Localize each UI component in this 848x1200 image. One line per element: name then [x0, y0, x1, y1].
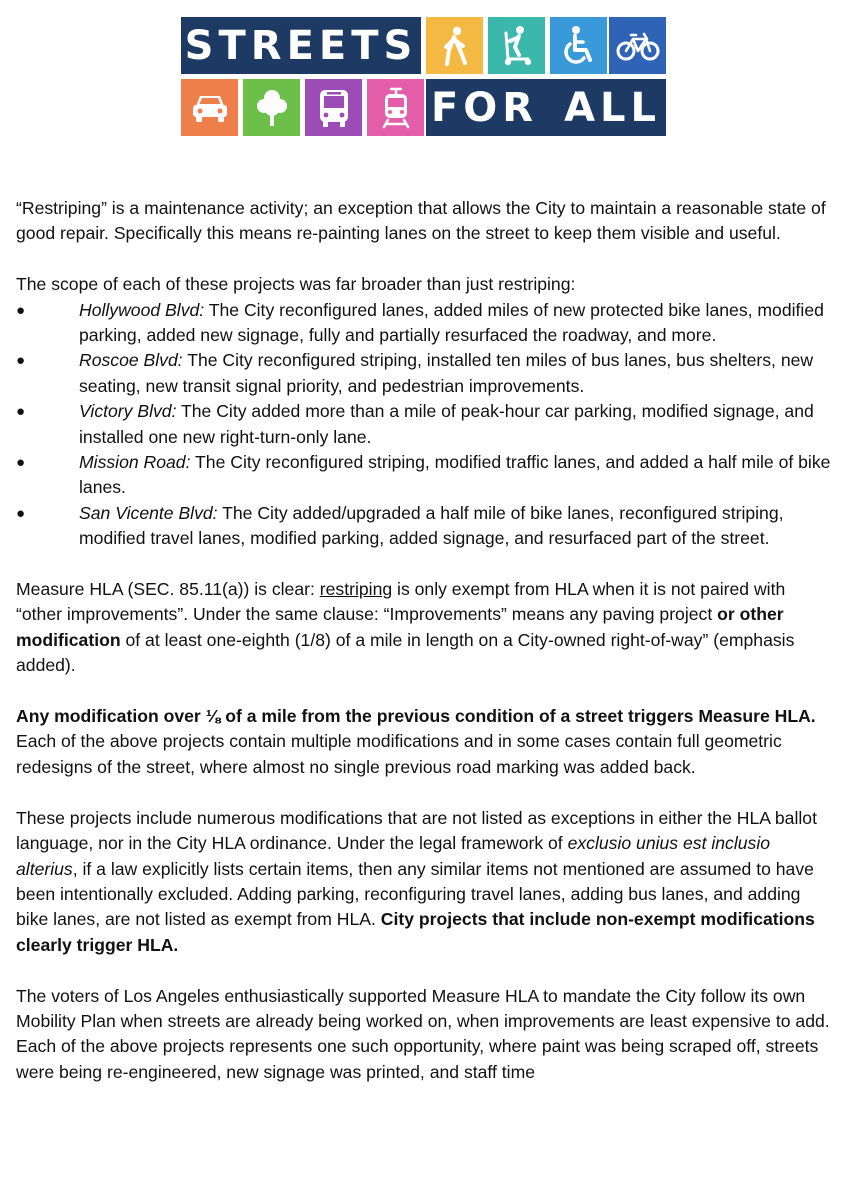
exclusio-text-2: , if a law explicitly lists certain items, then any similar items not mentioned are assumed to have been intentionally excluded. Adding parking, reconfiguring travel lanes, adding bus lanes, and adding bike lanes, are not listed as exempt from HLA. — [16, 858, 814, 930]
voters-text: The voters of Los Angeles enthusiastically supported Measure HLA to mandate the City follow its own Mobility Plan when streets are already being worked on, when improvements are least expensive to add. Each of the above projects represents one such opportunity, where paint was being scraped off, streets were being re-engineered, new signage was printed, and staff time — [16, 985, 830, 1082]
list-item — [16, 501, 831, 552]
logo-word-for: FOR — [430, 84, 539, 131]
trigger-text: Each of the above projects contain multiple modifications and in some cases contain full geometric redesigns of the street, where almost no single previous road marking was added back. — [16, 731, 782, 777]
scooter-tile — [488, 17, 545, 74]
measure-hla-paragraph — [16, 577, 831, 679]
intro-paragraph — [16, 196, 831, 247]
document-body — [16, 196, 831, 1111]
project-list — [16, 298, 831, 552]
exclusio-bold: City projects that include non-exempt modifications clearly trigger HLA. — [16, 909, 815, 955]
project-name: Mission Road: — [79, 452, 191, 473]
trigger-bold: Any modification over ⅛ of a mile from the previous condition of a street triggers Measure HLA. — [16, 706, 816, 727]
logo-word-streets — [181, 17, 421, 74]
logo-word-for-all — [426, 79, 666, 136]
scooter-icon — [498, 25, 536, 67]
tree-tile — [243, 79, 300, 136]
measure-text-2: is only exempt from HLA when it is not paired with “other improvements”. Under the same clause: “Improvements” means any paving project — [16, 579, 786, 625]
scope-lead-text: The scope of each of these projects was far broader than just restriping: — [16, 274, 576, 295]
project-description: The City reconfigured striping, installed ten miles of bus lanes, bus shelters, new seating, new transit signal priority, and pedestrian improvements. — [79, 350, 814, 396]
pedestrian-icon — [438, 26, 472, 66]
exclusio-latin: exclusio unius est inclusio alterius — [16, 833, 771, 879]
bicycle-icon — [616, 31, 660, 61]
list-item — [16, 348, 831, 399]
wheelchair-icon — [560, 25, 598, 67]
tram-tile — [367, 79, 424, 136]
trigger-paragraph — [16, 704, 831, 780]
scope-lead — [16, 272, 831, 297]
project-description: The City reconfigured striping, modified traffic lanes, and added a half mile of bike lanes. — [79, 452, 831, 498]
project-description: The City reconfigured lanes, added miles of new protected bike lanes, modified parking, added new signage, fully and partially resurfaced the roadway, and more. — [79, 299, 824, 346]
bullet-icon: ● — [16, 352, 26, 370]
bullet-icon: ● — [16, 454, 26, 472]
project-name: San Vicente Blvd: — [79, 502, 218, 523]
bullet-icon: ● — [16, 504, 26, 522]
project-name: Roscoe Blvd: — [79, 350, 183, 371]
logo-word-all: ALL — [564, 84, 662, 131]
tram-icon — [379, 87, 413, 129]
project-description: The City added/upgraded a half mile of bike lanes, reconfigured striping, modified travel lanes, modified parking, added signage, and resurfaced part of the street. — [79, 502, 784, 549]
exclusio-text-1: These projects include numerous modifications that are not listed as exceptions in either the HLA ballot language, nor in the City HLA ordinance. Under the legal framework of — [16, 807, 817, 854]
wheelchair-tile — [550, 17, 607, 74]
bus-icon — [317, 88, 351, 128]
bullet-icon: ● — [16, 301, 26, 319]
bullet-icon: ● — [16, 403, 26, 421]
measure-bold: or other modification — [16, 604, 784, 650]
list-item — [16, 399, 831, 450]
bus-tile — [305, 79, 362, 136]
exclusio-paragraph — [16, 806, 831, 958]
tree-icon — [254, 88, 290, 128]
car-tile — [181, 79, 238, 136]
list-item — [16, 450, 831, 501]
bicycle-tile — [609, 17, 666, 74]
voters-paragraph — [16, 984, 831, 1086]
list-item — [16, 298, 831, 349]
project-description: The City added more than a mile of peak-hour car parking, modified signage, and installed one new right-turn-only lane. — [79, 401, 814, 447]
measure-text-3: of at least one-eighth (1/8) of a mile in length on a City-owned right-of-way” (emphasis added). — [16, 629, 795, 676]
streets-for-all-logo — [181, 17, 666, 136]
intro-text: “Restriping” is a maintenance activity; an exception that allows the City to maintain a reasonable state of good repair. Specifically this means re-painting lanes on the street to keep them visible and useful. — [16, 198, 826, 244]
project-name: Hollywood Blvd: — [79, 299, 205, 320]
restriping-underlined: restriping — [319, 579, 393, 600]
project-name: Victory Blvd: — [79, 401, 177, 422]
pedestrian-tile — [426, 17, 483, 74]
logo-word-streets-text: STREETS — [184, 22, 418, 69]
car-icon — [190, 92, 230, 124]
measure-text-1: Measure HLA (SEC. 85.11(a)) is clear: — [16, 579, 320, 600]
